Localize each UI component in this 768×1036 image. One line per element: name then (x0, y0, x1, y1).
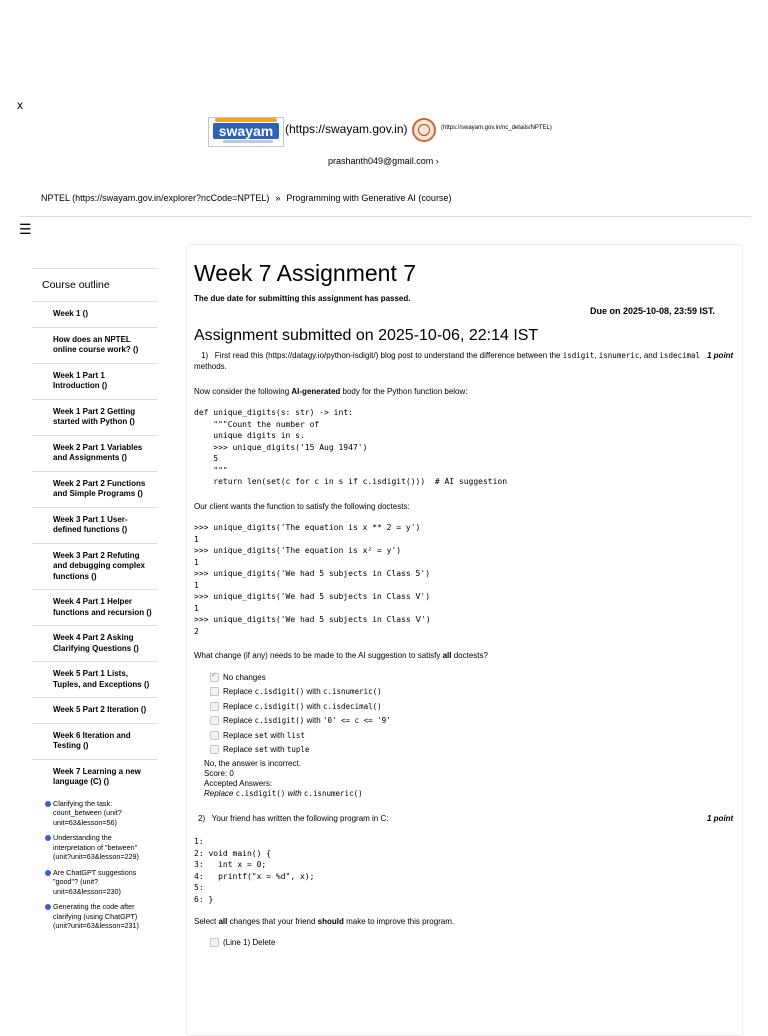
question-1-prompt: What change (if any) needs to be made to the AI suggestion to satisfy all doctests? (194, 651, 488, 660)
question-points: 1 point (707, 814, 734, 823)
submission-status: Assignment submitted on 2025-10-06, 22:14 IST (194, 327, 539, 344)
checkbox[interactable] (210, 716, 219, 725)
sidebar-item-week-1[interactable]: Week 1 () (32, 301, 158, 327)
question-1-intro: 1) First read this (https://datagy.io/python-isdigit/) blog post to understand the difference between the isdigit, isnumeric, and isdecimal methods. (194, 351, 701, 371)
question-number: 1) (201, 351, 209, 360)
accepted-answer: Replace c.isdigit() with c.isnumeric() (204, 789, 363, 798)
question-2-intro: 2) Your friend has written the following program in C: (198, 814, 389, 823)
breadcrumb-separator: » (275, 193, 281, 203)
answer-option[interactable]: Replace c.isdigit() with c.isdecimal() (210, 699, 391, 714)
nptel-link[interactable]: (https://swayam.gov.in/nc_details/NPTEL) (441, 125, 552, 131)
bullet-dot-icon (45, 835, 51, 841)
answer-option[interactable]: Replace set with tuple (210, 743, 391, 758)
user-menu[interactable]: prashanth049@gmail.com › (328, 156, 439, 166)
sidebar-lesson[interactable]: Clarifying the task: count_between (unit?unit=63&lesson=56) (32, 799, 158, 834)
bullet-dot-icon (45, 801, 51, 807)
question-number: 2) (198, 814, 206, 823)
checkbox[interactable] (210, 687, 219, 696)
question-1-doctests-intro: Our client wants the function to satisfy the following doctests: (194, 502, 410, 511)
breadcrumb-current[interactable]: Programming with Generative AI (course) (286, 193, 452, 203)
sidebar-item-week3-part2[interactable]: Week 3 Part 2 Refuting and debugging complex functions () (32, 543, 158, 590)
checkbox[interactable] (210, 745, 219, 754)
page-title: Week 7 Assignment 7 (194, 260, 417, 286)
checkbox[interactable] (210, 731, 219, 740)
checkbox[interactable] (210, 938, 219, 947)
code-block: 1: 2: void main() { 3: int x = 0; 4: printf("x = %d", x); 5: 6: } (194, 837, 315, 904)
doctests-block: >>> unique_digits('The equation is x ** 2 = y') 1 >>> unique_digits('The equation is x² = y') 1 >>> unique_digits('We had 5 subjects in Class 5') 1 >>> unique_digits('We had 5 subjects in Class V') 1 >>> unique_digits('We had 5 subjects in Class Ⅴ') 2 (194, 523, 431, 636)
sidebar-lesson[interactable]: Understanding the interpretation of "between" (unit?unit=63&lesson=229) (32, 833, 158, 868)
sidebar-item-week5-part1[interactable]: Week 5 Part 1 Lists, Tuples, and Exceptions () (32, 661, 158, 697)
score: Score: 0 (204, 769, 234, 778)
code-block: def unique_digits(s: str) -> int: """Count the number of unique digits in s. >>> unique_digits('15 Aug 1947') 5 """ return len(set(c for c in s if c.isdigit())) # AI suggestion (194, 408, 508, 486)
sidebar-item-week1-part2[interactable]: Week 1 Part 2 Getting started with Python () (32, 399, 158, 435)
accepted-answers-label: Accepted Answers: (204, 779, 273, 788)
sidebar-item-week6[interactable]: Week 6 Iteration and Testing () (32, 723, 158, 759)
logo-tagline-graphic (223, 140, 273, 143)
bullet-dot-icon (45, 870, 51, 876)
checkbox-checked[interactable] (210, 673, 219, 682)
due-date: Due on 2025-10-08, 23:59 IST. (590, 306, 716, 316)
sidebar-item-week5-part2[interactable]: Week 5 Part 2 Iteration () (32, 697, 158, 723)
sidebar-lesson[interactable]: Generating the code after clarifying (using ChatGPT) (unit?unit=63&lesson=231) (32, 902, 158, 937)
question-2-prompt: Select all changes that your friend should make to improve this program. (194, 917, 455, 926)
swayam-logo[interactable] (208, 117, 284, 147)
due-passed-notice: The due date for submitting this assignment has passed. (194, 294, 411, 303)
answer-option[interactable]: Replace c.isdigit() with '0' <= c <= '9' (210, 714, 391, 729)
answer-option[interactable]: Replace c.isdigit() with c.isnumeric() (210, 685, 391, 700)
logo-wordmark: swayam (213, 123, 279, 139)
sidebar-item-week7[interactable]: Week 7 Learning a new language (C) () (32, 759, 158, 795)
divider (20, 216, 751, 217)
answer-feedback (204, 759, 363, 799)
sidebar-item-week2-part1[interactable]: Week 2 Part 1 Variables and Assignments () (32, 435, 158, 471)
question-points: 1 point (707, 351, 734, 360)
swayam-link[interactable]: (https://swayam.gov.in) (285, 122, 408, 136)
sidebar-heading: Course outline (32, 268, 158, 301)
sidebar-item-week1-part1[interactable]: Week 1 Part 1 Introduction () (32, 363, 158, 399)
answer-options (210, 670, 391, 757)
breadcrumb-root-link[interactable]: NPTEL (https://swayam.gov.in/explorer?ncCode=NPTEL) (41, 193, 270, 203)
question-1-text: Now consider the following AI-generated body for the Python function below: (194, 387, 468, 396)
answer-option[interactable]: ✓ No changes (210, 670, 391, 685)
breadcrumb (41, 193, 451, 203)
feedback-result: No, the answer is incorrect. (204, 759, 301, 768)
checkbox[interactable] (210, 702, 219, 711)
nptel-logo-icon[interactable] (412, 118, 436, 142)
sidebar-lesson[interactable]: Are ChatGPT suggestions "good"? (unit?unit=63&lesson=230) (32, 868, 158, 903)
course-outline-sidebar (32, 268, 158, 937)
sidebar-item-week4-part2[interactable]: Week 4 Part 2 Asking Clarifying Questions () (32, 625, 158, 661)
hamburger-menu-icon[interactable]: ☰ (19, 221, 32, 237)
sidebar-item-week4-part1[interactable]: Week 4 Part 1 Helper functions and recursion () (32, 589, 158, 625)
answer-option[interactable]: Replace set with list (210, 728, 391, 743)
logo-cap-graphic (215, 118, 277, 122)
sidebar-item-week3-part1[interactable]: Week 3 Part 1 User-defined functions () (32, 507, 158, 543)
answer-option[interactable]: (Line 1) Delete (210, 935, 275, 950)
bullet-dot-icon (45, 904, 51, 910)
close-button[interactable]: x (17, 98, 23, 112)
sidebar-item-how-nptel-works[interactable]: How does an NPTEL online course work? () (32, 327, 158, 363)
sidebar-item-week2-part2[interactable]: Week 2 Part 2 Functions and Simple Programs () (32, 471, 158, 507)
